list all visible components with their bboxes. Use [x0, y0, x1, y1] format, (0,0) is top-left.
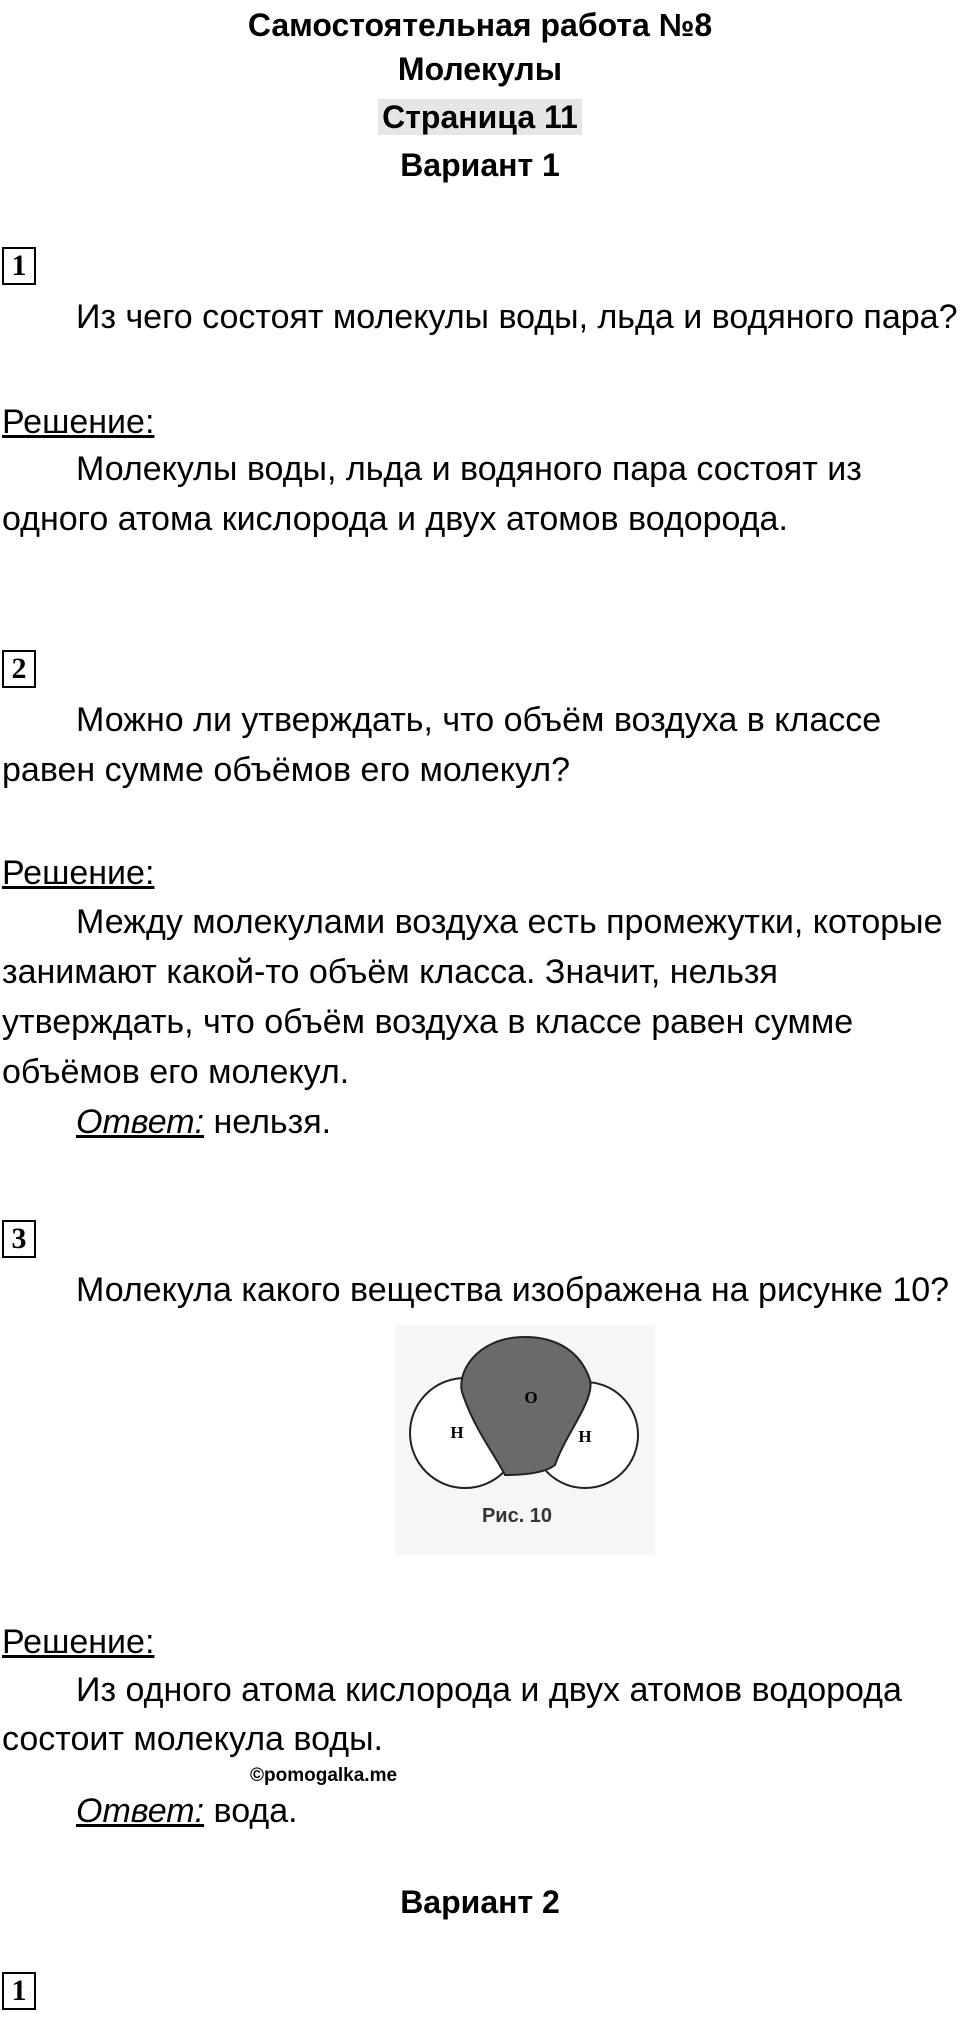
- task-3-question-line-1: Молекула какого вещества изображена на рисунке 10?: [76, 1271, 950, 1309]
- task-2-answer-text: нельзя.: [213, 1103, 332, 1141]
- task-1-solution-line-2: одного атома кислорода и двух атомов водорода.: [2, 500, 788, 538]
- worksheet-title: Самостоятельная работа №8: [247, 7, 713, 43]
- task-3-solution-line-1: Из одного атома кислорода и двух атомов водорода: [76, 1671, 902, 1709]
- task-2-question-line-2: равен сумме объёмов его молекул?: [2, 751, 571, 789]
- task-3-answer: [76, 1786, 298, 1836]
- task-number-3: 3: [2, 1220, 36, 1258]
- task-2-solution-line-1: Между молекулами воздуха есть промежутки, которые: [76, 903, 943, 941]
- task-2-solution-line-4: объёмов его молекул.: [2, 1053, 350, 1091]
- task-3-solution-label: Решение:: [2, 1623, 155, 1661]
- page-label-wrap: [0, 92, 960, 142]
- variant-2-task-number-1: 1: [2, 1972, 36, 2010]
- watermark: ©pomogalka.me: [250, 1765, 398, 1786]
- hydrogen-right-label: H: [578, 1427, 592, 1446]
- worksheet-subtitle: Молекулы: [397, 51, 563, 87]
- variant-1-heading: Вариант 1: [400, 147, 560, 183]
- task-2-question-line-1: Можно ли утверждать, что объём воздуха в классе: [76, 701, 882, 739]
- task-number-1: 1: [2, 247, 36, 285]
- task-1-solution-line-1: Молекулы воды, льда и водяного пара состоят из: [76, 450, 862, 488]
- task-number-2: 2: [2, 650, 36, 688]
- task-2-solution-line-2: занимают какой-то объём класса. Значит, нельзя: [2, 953, 778, 991]
- task-1-question-line-1: Из чего состоят молекулы воды, льда и водяного пара?: [76, 298, 958, 336]
- task-3-solution-line-2: состоит молекула воды.: [2, 1720, 383, 1758]
- task-3-answer-label: Ответ:: [76, 1792, 205, 1830]
- task-2-answer: [76, 1097, 331, 1147]
- task-2-solution-label: Решение:: [2, 854, 155, 892]
- page-label: Страница 11: [378, 99, 582, 135]
- water-molecule-figure: [395, 1325, 655, 1555]
- task-3-answer-text: вода.: [213, 1792, 298, 1830]
- hydrogen-left-label: H: [450, 1423, 464, 1442]
- task-1-solution-label: Решение:: [2, 403, 155, 441]
- water-molecule-diagram: [395, 1325, 655, 1555]
- variant-2-heading: Вариант 2: [400, 1884, 560, 1920]
- oxygen-label: O: [524, 1388, 538, 1407]
- task-2-answer-label: Ответ:: [76, 1103, 205, 1141]
- task-2-solution-line-3: утверждать, что объём воздуха в классе равен сумме: [2, 1003, 854, 1041]
- figure-caption: Рис. 10: [481, 1505, 553, 1527]
